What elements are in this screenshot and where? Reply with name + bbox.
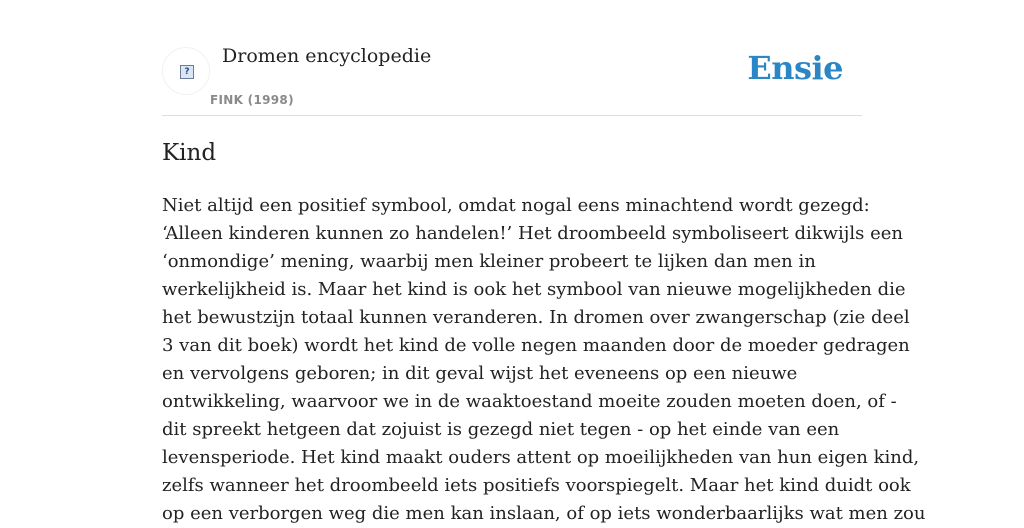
- entry-body-line: op een verborgen weg die men kan inslaan, of op iets wonderbaarlijks wat men zou: [162, 503, 926, 524]
- broken-image-icon: ?: [180, 65, 194, 79]
- entry-body-line: zelfs wanneer het droombeeld iets positiefs voorspiegelt. Maar het kind duidt ook: [162, 475, 911, 496]
- entry-body: [162, 192, 926, 528]
- source-author: FINK (1998): [210, 93, 294, 107]
- entry-title: Kind: [162, 140, 217, 166]
- source-title[interactable]: Dromen encyclopedie: [222, 45, 432, 67]
- entry-body-line: en vervolgens geboren; in dit geval wijst het eveneens op een nieuwe: [162, 363, 798, 384]
- entry-body-line: Niet altijd een positief symbool, omdat nogal eens minachtend wordt gezegd:: [162, 195, 870, 216]
- entry-body-line: ‘Alleen kinderen kunnen zo handelen!’ Het droombeeld symboliseert dikwijls een: [162, 223, 903, 244]
- entry-body-line: levensperiode. Het kind maakt ouders attent op moeilijkheden van hun eigen kind,: [162, 447, 920, 468]
- ensie-logo[interactable]: Ensie: [747, 49, 843, 87]
- entry-body-line: 3 van dit boek) wordt het kind de volle negen maanden door de moeder gedragen: [162, 335, 910, 356]
- entry-body-line: ontwikkeling, waarvoor we in de waaktoestand moeite zouden moeten doen, of -: [162, 391, 897, 412]
- source-header: [162, 0, 862, 116]
- source-cover[interactable]: [162, 47, 210, 95]
- entry-body-line: ‘onmondige’ mening, waarbij men kleiner probeert te lijken dan men in: [162, 251, 816, 272]
- entry-body-line: dit spreekt hetgeen dat zojuist is gezegd niet tegen - op het einde van een: [162, 419, 840, 440]
- entry-body-line: werkelijkheid is. Maar het kind is ook het symbool van nieuwe mogelijkheden die: [162, 279, 906, 300]
- entry-body-line: het bewustzijn totaal kunnen veranderen. In dromen over zwangerschap (zie deel: [162, 307, 910, 328]
